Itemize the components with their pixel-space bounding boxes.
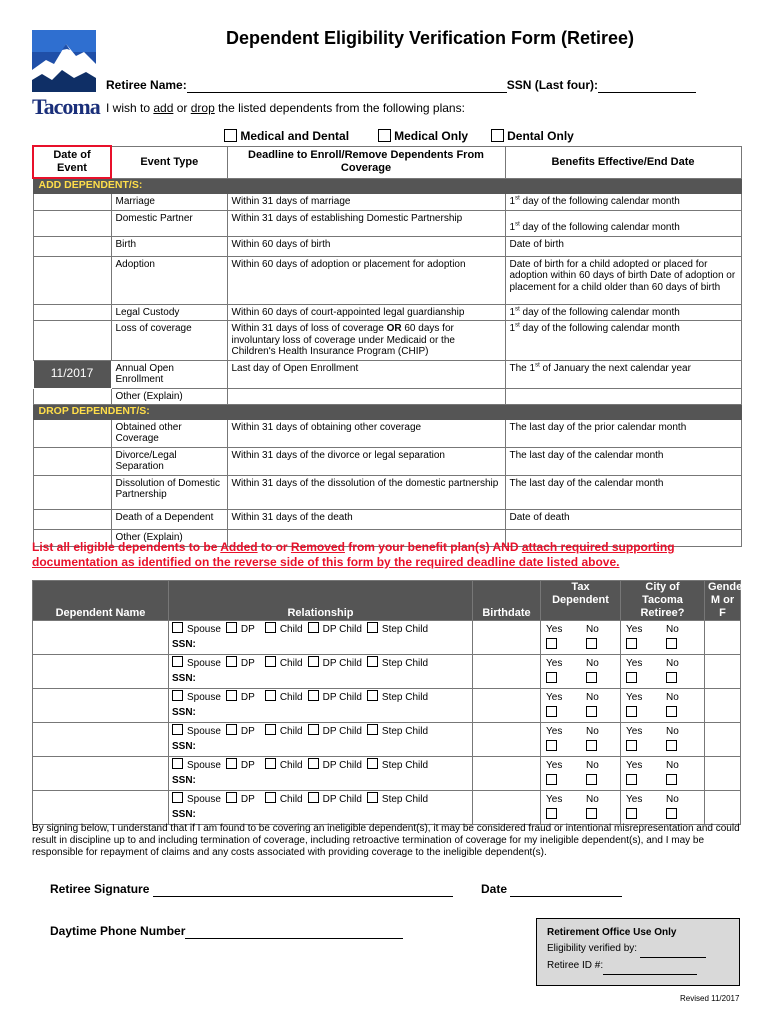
intro-drop: drop (190, 101, 215, 115)
tax-yes-checkbox[interactable] (546, 740, 557, 751)
event-date-cell[interactable] (33, 236, 111, 256)
plan-medical-dental-checkbox[interactable]: Medical and Dental (224, 129, 349, 143)
table-row (33, 509, 741, 529)
table-row (33, 419, 741, 447)
deadline-cell[interactable] (227, 388, 505, 405)
relationship-cell (169, 791, 473, 825)
city-no-label: No (666, 624, 679, 635)
table-row (33, 360, 741, 388)
city-yes-label: Yes (626, 794, 643, 805)
rel-step-child-checkbox[interactable]: Step Child (367, 794, 433, 805)
relationship-cell (169, 689, 473, 723)
event-type-cell: Marriage (111, 193, 227, 210)
signature-label: Retiree Signature (50, 882, 150, 896)
rel-dp-child-checkbox[interactable]: DP Child (308, 692, 367, 703)
tax-dependent-cell (541, 621, 621, 655)
table-row (33, 447, 741, 475)
deadline-cell: Within 31 days of marriage (227, 193, 505, 210)
city-no-checkbox[interactable] (666, 706, 677, 717)
birthdate-cell[interactable] (473, 757, 541, 791)
phone-line (50, 924, 403, 939)
rel-dp-checkbox[interactable]: DP (226, 794, 265, 805)
dependents-table (32, 580, 747, 825)
rel-dp-child-checkbox[interactable]: DP Child (308, 624, 367, 635)
form-title: Dependent Eligibility Verification Form (Retiree) (225, 28, 635, 48)
rel-child-checkbox[interactable]: Child (265, 692, 308, 703)
event-type-cell: Dissolution of Domestic Partnership (111, 475, 227, 509)
rel-spouse-checkbox[interactable]: Spouse (172, 726, 226, 737)
rel-step-child-checkbox[interactable]: Step Child (367, 658, 433, 669)
date-label: Date (481, 882, 508, 896)
tax-no-label: No (586, 726, 599, 737)
tax-no-checkbox[interactable] (586, 706, 597, 717)
dependent-name-cell[interactable] (33, 689, 169, 723)
rel-spouse-checkbox[interactable]: Spouse (172, 692, 226, 703)
ssn-label: SSN: (172, 673, 196, 684)
city-no-checkbox[interactable] (666, 672, 677, 683)
tax-yes-label: Yes (546, 726, 563, 737)
intro-text (106, 101, 465, 115)
event-type-cell: Obtained other Coverage (111, 419, 227, 447)
plan-dental-only-checkbox[interactable]: Dental Only (491, 129, 574, 143)
event-date-cell[interactable]: 11/2017 (33, 360, 111, 388)
tax-dependent-cell (541, 689, 621, 723)
phone-label: Daytime Phone Number (50, 924, 186, 938)
event-type-cell: Loss of coverage (111, 321, 227, 361)
plan-medical-only-checkbox[interactable]: Medical Only (378, 129, 468, 143)
event-date-cell[interactable] (33, 388, 111, 405)
city-retiree-cell (621, 689, 705, 723)
event-date-cell[interactable] (33, 321, 111, 361)
header-event-type: Event Type (111, 146, 227, 178)
birthdate-cell[interactable] (473, 621, 541, 655)
deadline-cell: Within 60 days of birth (227, 236, 505, 256)
city-retiree-cell (621, 655, 705, 689)
relationship-cell (169, 655, 473, 689)
rel-dp-checkbox[interactable]: DP (226, 726, 265, 737)
dependent-name-cell[interactable] (33, 655, 169, 689)
table-row (33, 321, 741, 361)
rel-spouse-checkbox[interactable]: Spouse (172, 658, 226, 669)
city-no-label: No (666, 658, 679, 669)
dependents-table-header (33, 581, 741, 621)
city-no-label: No (666, 692, 679, 703)
deadline-cell: Within 31 days of the death (227, 509, 505, 529)
tax-yes-label: Yes (546, 692, 563, 703)
table-row (33, 655, 741, 689)
birthdate-cell[interactable] (473, 655, 541, 689)
birthdate-cell[interactable] (473, 723, 541, 757)
table-row (33, 621, 741, 655)
deadline-cell: Within 31 days of obtaining other coverage (227, 419, 505, 447)
city-no-label: No (666, 726, 679, 737)
tax-yes-label: Yes (546, 760, 563, 771)
tax-yes-checkbox[interactable] (546, 672, 557, 683)
deadline-cell: Within 31 days of loss of coverage OR 60 days for involuntary loss of coverage under Medicaid or the Children's Health Insurance Program (CHIP) (227, 321, 505, 361)
city-retiree-cell (621, 757, 705, 791)
retiree-name-label: Retiree Name: (106, 78, 187, 92)
intro-post: the listed dependents from the following plans: (214, 101, 465, 115)
birthdate-cell[interactable] (473, 689, 541, 723)
rel-dp-checkbox[interactable]: DP (226, 624, 265, 635)
retiree-name-field[interactable] (187, 78, 507, 93)
tax-no-label: No (586, 624, 599, 635)
benefits-cell[interactable] (505, 388, 741, 405)
date-field[interactable] (510, 882, 622, 897)
header-city-retiree: City of Tacoma Retiree? (621, 581, 705, 621)
table-row (33, 193, 741, 210)
city-no-checkbox[interactable] (666, 740, 677, 751)
deadline-cell: Last day of Open Enrollment (227, 360, 505, 388)
tacoma-logo (32, 30, 100, 119)
plan-options (224, 129, 574, 143)
benefits-cell: 1st day of the following calendar month (505, 193, 741, 210)
benefits-cell: Date of death (505, 509, 741, 529)
deadline-cell: Within 31 days of the dissolution of the domestic partnership (227, 475, 505, 509)
tax-dependent-cell (541, 655, 621, 689)
office-use-box (536, 918, 740, 986)
benefits-cell: The 1st of January the next calendar year (505, 360, 741, 388)
city-no-label: No (666, 760, 679, 771)
rel-spouse-checkbox[interactable]: Spouse (172, 624, 226, 635)
city-yes-checkbox[interactable] (626, 638, 637, 649)
city-yes-checkbox[interactable] (626, 706, 637, 717)
mountain-logo-icon (32, 30, 96, 92)
header-benefits: Benefits Effective/End Date (505, 146, 741, 178)
benefits-cell: 1st day of the following calendar month (505, 304, 741, 321)
rel-step-child-checkbox[interactable]: Step Child (367, 760, 433, 771)
table-row (33, 475, 741, 509)
retiree-line (106, 78, 696, 93)
city-yes-checkbox[interactable] (626, 774, 637, 785)
tax-yes-label: Yes (546, 624, 563, 635)
tax-no-checkbox[interactable] (586, 672, 597, 683)
header-gender: Gender M or F (705, 581, 741, 621)
drop-dependents-band: DROP DEPENDENT/S: (33, 405, 741, 420)
table-row (33, 236, 741, 256)
deadline-cell: Within 60 days of adoption or placement for adoption (227, 256, 505, 304)
rel-child-checkbox[interactable]: Child (265, 658, 308, 669)
rel-child-checkbox[interactable]: Child (265, 624, 308, 635)
relationship-cell (169, 757, 473, 791)
event-date-cell[interactable] (33, 256, 111, 304)
event-type-cell: Legal Custody (111, 304, 227, 321)
tax-yes-checkbox[interactable] (546, 638, 557, 649)
table-row (33, 791, 741, 825)
city-no-checkbox[interactable] (666, 638, 677, 649)
event-type-cell: Birth (111, 236, 227, 256)
birthdate-cell[interactable] (473, 791, 541, 825)
ssn-label: SSN: (172, 775, 196, 786)
tax-no-checkbox[interactable] (586, 740, 597, 751)
city-no-checkbox[interactable] (666, 808, 677, 819)
eligibility-field[interactable] (640, 941, 706, 958)
city-no-label: No (666, 794, 679, 805)
rel-child-checkbox[interactable]: Child (265, 760, 308, 771)
tax-yes-label: Yes (546, 658, 563, 669)
gender-cell[interactable] (705, 621, 741, 655)
benefits-cell: The last day of the prior calendar month (505, 419, 741, 447)
revised-date: Revised 11/2017 (680, 994, 740, 1003)
tax-yes-checkbox[interactable] (546, 706, 557, 717)
city-yes-label: Yes (626, 760, 643, 771)
deadline-cell: Within 31 days of establishing Domestic Partnership (227, 210, 505, 236)
rel-step-child-checkbox[interactable]: Step Child (367, 624, 433, 635)
rel-child-checkbox[interactable]: Child (265, 726, 308, 737)
rel-dp-child-checkbox[interactable]: DP Child (308, 794, 367, 805)
event-date-cell[interactable] (33, 509, 111, 529)
rel-dp-child-checkbox[interactable]: DP Child (308, 760, 367, 771)
event-date-cell[interactable] (33, 419, 111, 447)
table-row (33, 723, 741, 757)
tax-no-label: No (586, 658, 599, 669)
date-line (481, 882, 622, 897)
rel-step-child-checkbox[interactable]: Step Child (367, 726, 433, 737)
benefits-cell: Date of birth (505, 236, 741, 256)
gender-cell[interactable] (705, 791, 741, 825)
deadline-cell: Within 31 days of the divorce or legal separation (227, 447, 505, 475)
attestation-text: By signing below, I understand that if I am found to be covering an ineligible dependent(s), it may be considered fraud or intentional misrepresentation and could result in discipline up to and including termination of coverage, including retroactive termination of coverage for my ineligible dependent(s), and I may be responsible for repayment of claims and any costs associated with providing coverage to the ineligible dependent(s). (32, 823, 740, 858)
table-row (33, 388, 741, 405)
header-date-of-event: Date of Event (33, 146, 111, 178)
dependent-name-cell[interactable] (33, 791, 169, 825)
tax-yes-checkbox[interactable] (546, 808, 557, 819)
add-dependents-band: ADD DEPENDENT/S: (33, 178, 741, 193)
city-yes-label: Yes (626, 726, 643, 737)
phone-field[interactable] (185, 924, 403, 939)
rel-dp-child-checkbox[interactable]: DP Child (308, 658, 367, 669)
event-table (32, 145, 742, 547)
city-no-checkbox[interactable] (666, 774, 677, 785)
ssn-field[interactable] (598, 78, 696, 93)
intro-pre: I wish to (106, 101, 154, 115)
tax-no-label: No (586, 794, 599, 805)
intro-add: add (153, 101, 174, 115)
dependent-name-cell[interactable] (33, 621, 169, 655)
benefits-cell: The last day of the calendar month (505, 475, 741, 509)
rel-dp-child-checkbox[interactable]: DP Child (308, 726, 367, 737)
rel-spouse-checkbox[interactable]: Spouse (172, 794, 226, 805)
tax-yes-checkbox[interactable] (546, 774, 557, 785)
table-row (33, 757, 741, 791)
city-retiree-cell (621, 621, 705, 655)
header-tax-dependent: Tax Dependent (541, 581, 621, 621)
ssn-label: SSN (Last four): (506, 78, 599, 92)
header-dependent-name: Dependent Name (33, 581, 169, 621)
header-relationship: Relationship (169, 581, 473, 621)
signature-line (50, 882, 453, 897)
rel-dp-checkbox[interactable]: DP (226, 760, 265, 771)
ssn-label: SSN: (172, 809, 196, 820)
tax-no-checkbox[interactable] (586, 774, 597, 785)
rel-spouse-checkbox[interactable]: Spouse (172, 760, 226, 771)
event-date-cell[interactable] (33, 304, 111, 321)
table-row (33, 210, 741, 236)
event-table-header (33, 146, 741, 178)
event-type-cell: Other (Explain) (111, 529, 227, 546)
gender-cell[interactable] (705, 655, 741, 689)
event-type-cell: Adoption (111, 256, 227, 304)
city-yes-label: Yes (626, 624, 643, 635)
ssn-label: SSN: (172, 639, 196, 650)
tax-dependent-cell (541, 757, 621, 791)
rel-child-checkbox[interactable]: Child (265, 794, 308, 805)
rel-dp-checkbox[interactable]: DP (226, 692, 265, 703)
tax-dependent-cell (541, 791, 621, 825)
city-yes-label: Yes (626, 658, 643, 669)
city-yes-label: Yes (626, 692, 643, 703)
logo-text: Tacoma (32, 94, 100, 119)
tax-no-label: No (586, 692, 599, 703)
table-row (33, 689, 741, 723)
deadline-cell: Within 60 days of court-appointed legal guardianship (227, 304, 505, 321)
benefits-cell: 1st day of the following calendar month (505, 210, 741, 236)
dependent-name-cell[interactable] (33, 723, 169, 757)
relationship-cell (169, 621, 473, 655)
city-yes-checkbox[interactable] (626, 740, 637, 751)
city-yes-checkbox[interactable] (626, 808, 637, 819)
relationship-cell (169, 723, 473, 757)
event-type-cell: Other (Explain) (111, 388, 227, 405)
intro-or: or (173, 101, 191, 115)
benefits-cell: 1st day of the following calendar month (505, 321, 741, 361)
benefits-cell: The last day of the calendar month (505, 447, 741, 475)
retiree-id: Retiree ID #: (547, 958, 729, 975)
event-date-cell[interactable] (33, 193, 111, 210)
tax-yes-label: Yes (546, 794, 563, 805)
event-date-cell[interactable] (33, 210, 111, 236)
tax-dependent-cell (541, 723, 621, 757)
ssn-label: SSN: (172, 741, 196, 752)
benefits-cell: Date of birth for a child adopted or placed for adoption within 60 days of birth Date of adoption or placement for a child older than 60 days of birth (505, 256, 741, 304)
dependent-name-cell[interactable] (33, 757, 169, 791)
eligibility-verified: Eligibility verified by: (547, 941, 729, 958)
header-deadline: Deadline to Enroll/Remove Dependents From Coverage (227, 146, 505, 178)
rel-step-child-checkbox[interactable]: Step Child (367, 692, 433, 703)
instruction-text: List all eligible dependents to be Added to or Removed from your benefit plan(s) AND attach required supporting documentation as identified on the reverse side of this form by the required deadline date listed above. (32, 540, 675, 569)
header-birthdate: Birthdate (473, 581, 541, 621)
retiree-id-field[interactable] (603, 958, 697, 975)
tax-no-checkbox[interactable] (586, 808, 597, 819)
event-type-cell: Domestic Partner (111, 210, 227, 236)
table-row (33, 256, 741, 304)
signature-field[interactable] (153, 882, 453, 897)
event-date-cell[interactable] (33, 475, 111, 509)
event-type-cell: Annual Open Enrollment (111, 360, 227, 388)
gender-cell[interactable] (705, 723, 741, 757)
city-yes-checkbox[interactable] (626, 672, 637, 683)
event-date-cell[interactable] (33, 447, 111, 475)
table-row (33, 304, 741, 321)
rel-dp-checkbox[interactable]: DP (226, 658, 265, 669)
event-type-cell: Death of a Dependent (111, 509, 227, 529)
tax-no-checkbox[interactable] (586, 638, 597, 649)
tax-no-label: No (586, 760, 599, 771)
office-use-title: Retirement Office Use Only (547, 927, 677, 938)
event-type-cell: Divorce/Legal Separation (111, 447, 227, 475)
city-retiree-cell (621, 723, 705, 757)
gender-cell[interactable] (705, 689, 741, 723)
gender-cell[interactable] (705, 757, 741, 791)
ssn-label: SSN: (172, 707, 196, 718)
city-retiree-cell (621, 791, 705, 825)
